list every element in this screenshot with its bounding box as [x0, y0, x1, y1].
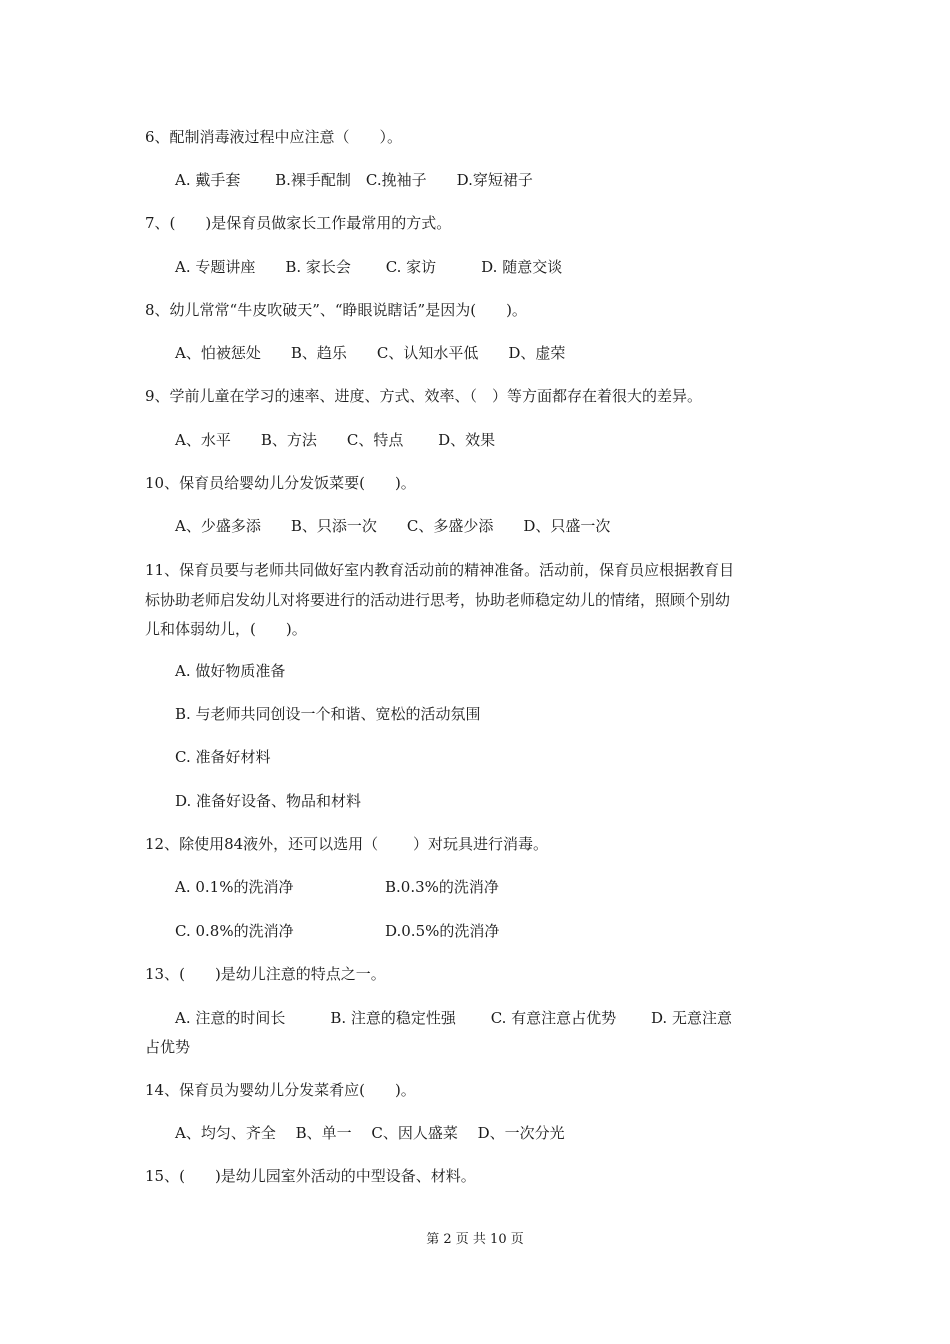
question-6-options: A. 戴手套 B.裸手配制 C.挽袖子 D.穿短裙子: [175, 171, 533, 189]
question-14-options: A、均匀、齐全 B、单一 C、因人盛菜 D、一次分光: [175, 1124, 565, 1142]
question-11-line-3: 儿和体弱幼儿，( )。: [145, 620, 307, 638]
question-12: 12、除使用84液外，还可以选用（ ）对玩具进行消毒。: [145, 835, 548, 853]
question-11-option-d: D. 准备好设备、物品和材料: [175, 792, 362, 810]
question-11-option-c: C. 准备好材料: [175, 748, 271, 766]
question-14: 14、保育员为婴幼儿分发菜肴应( )。: [145, 1081, 416, 1099]
question-11-line-1: 11、保育员要与老师共同做好室内教育活动前的精神准备。活动前，保育员应根据教育目: [145, 561, 735, 579]
question-15: 15、( )是幼儿园室外活动的中型设备、材料。: [145, 1167, 476, 1185]
question-13-options-line-2: 占优势: [145, 1038, 191, 1056]
question-7-options: A. 专题讲座 B. 家长会 C. 家访 D. 随意交谈: [175, 258, 563, 276]
question-7: 7、( )是保育员做家长工作最常用的方式。: [145, 214, 452, 232]
question-8: 8、幼儿常常“牛皮吹破天”、“睁眼说瞎话”是因为( )。: [145, 301, 527, 319]
question-10-options: A、少盛多添 B、只添一次 C、多盛少添 D、只盛一次: [175, 517, 611, 535]
question-9-options: A、水平 B、方法 C、特点 D、效果: [175, 431, 496, 449]
question-6: 6、配制消毒液过程中应注意（ ）。: [145, 128, 403, 146]
question-12-option-b: B.0.3%的洗消净: [385, 878, 499, 896]
question-12-option-d: D.0.5%的洗消净: [385, 922, 500, 940]
question-8-options: A、怕被惩处 B、趋乐 C、认知水平低 D、虚荣: [175, 344, 566, 362]
question-12-option-c: C. 0.8%的洗消净: [175, 922, 294, 940]
question-9: 9、学前儿童在学习的速率、进度、方式、效率、（ ）等方面都存在着很大的差异。: [145, 387, 703, 405]
question-13: 13、( )是幼儿注意的特点之一。: [145, 965, 386, 983]
question-12-option-a: A. 0.1%的洗消净: [175, 878, 294, 896]
page-number-footer: 第 2 页 共 10 页: [426, 1232, 524, 1247]
question-11-option-b: B. 与老师共同创设一个和谐、宽松的活动氛围: [175, 705, 481, 723]
question-11-line-2: 标协助老师启发幼儿对将要进行的活动进行思考，协助老师稳定幼儿的情绪，照顾个别幼: [145, 591, 731, 609]
question-11-option-a: A. 做好物质准备: [175, 662, 286, 680]
question-10: 10、保育员给婴幼儿分发饭菜要( )。: [145, 474, 416, 492]
question-13-options-line-1: A. 注意的时间长 B. 注意的稳定性强 C. 有意注意占优势 D. 无意注意: [175, 1009, 732, 1027]
